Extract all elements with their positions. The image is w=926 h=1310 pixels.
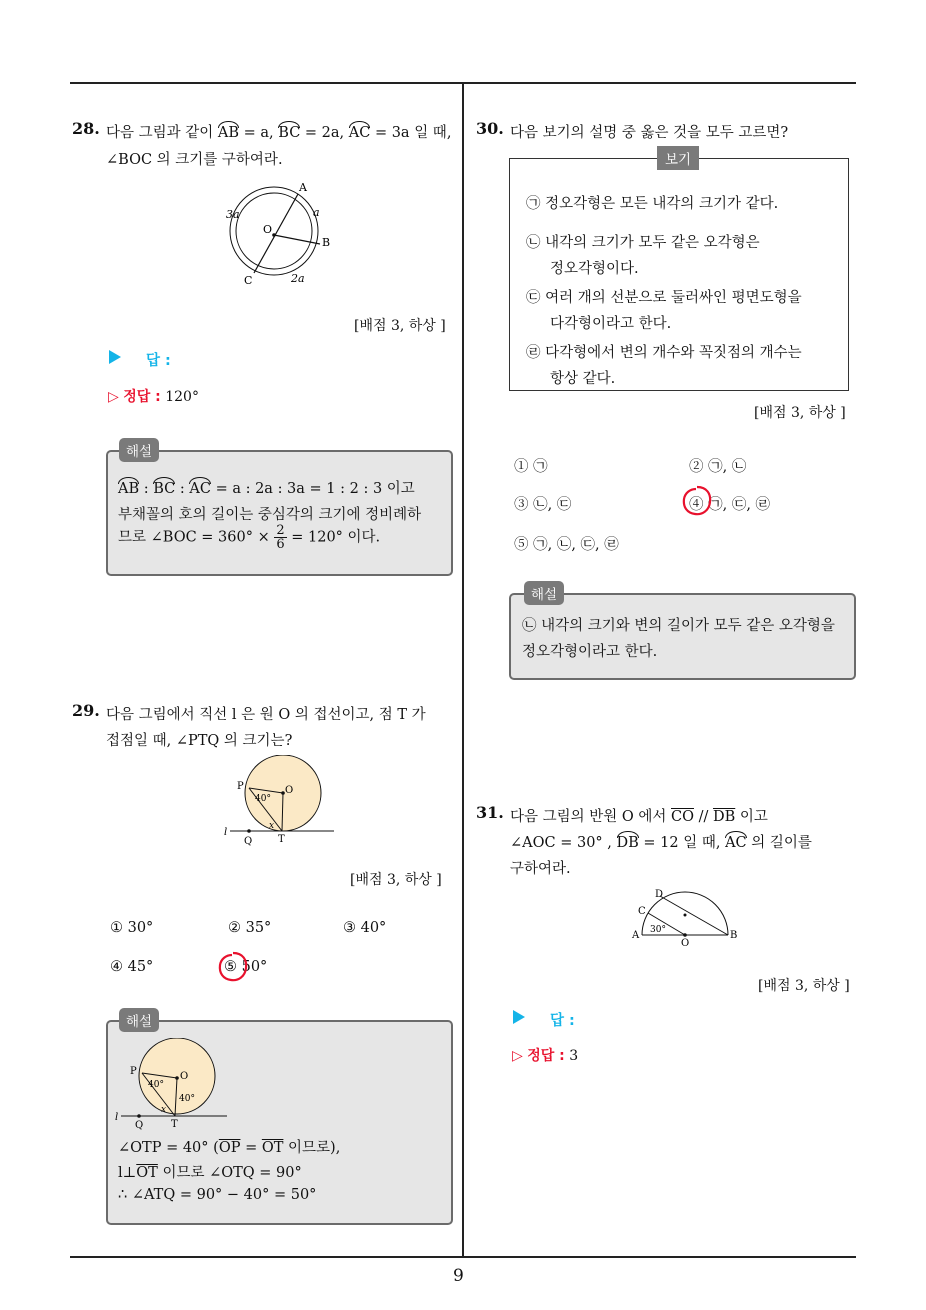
q28-answer-label: 답 :: [146, 353, 171, 369]
q28-exp-line2: 부채꼴의 호의 길이는 중심각의 크기에 정비례하: [118, 507, 422, 523]
q30-explanation-box: [509, 593, 856, 680]
q28-exp-line1: AB : BC : AC = a : 2a : 3a = 1 : 2 : 3 이고: [118, 477, 415, 498]
q29-number: 29.: [72, 701, 100, 720]
q29-exp-circle: [139, 1038, 215, 1114]
q30-line1: 다음 보기의 설명 중 옳은 것을 모두 고르면?: [510, 125, 789, 141]
q28-label-arc-a: a: [313, 206, 320, 219]
q28-label-arc-3a: 3a: [226, 208, 240, 221]
q31-line1: 다음 그림의 반원 O 에서 $\overline{CO} // \overline{DB}$ 이고: [510, 809, 768, 825]
q28-label-c: C: [244, 274, 253, 287]
q29-line1: 다음 그림에서 직선 l 은 원 O 의 접선이고, 점 T 가: [106, 707, 426, 723]
q30-explanation-tag: 해설: [524, 581, 564, 605]
q30-bogi-tag: 보기: [657, 146, 699, 170]
q31-line2: ∠AOC = 30° , DB = 12 일 때, AC 의 길이를: [510, 831, 812, 852]
q30-bogi-item-4: ㉣ 다각형에서 변의 개수와 꼭짓점의 개수는: [526, 345, 802, 361]
q30-choice-1[interactable]: ① ㉠: [514, 459, 548, 475]
q30-exp-line1: ㉡ 내각의 크기와 변의 길이가 모두 같은 오각형을: [522, 618, 835, 634]
q29-exp-line1: ∠OTP = 40° ($\overline{OP} = \overline{OT}$ 이므로),: [118, 1140, 341, 1156]
q28-line2: ∠BOC 의 크기를 구하여라.: [106, 152, 283, 168]
q31-correct-triangle-icon: ▷: [512, 1048, 523, 1064]
q30-number: 30.: [476, 119, 504, 138]
q28-center-dot: [272, 233, 276, 237]
q31-correct-answer: ▷ 정답 : 3: [512, 1048, 579, 1064]
q31-line3: 구하여라.: [510, 861, 571, 877]
q28-circle-figure: [222, 180, 337, 290]
q31-label-a: A: [632, 930, 640, 941]
q29-choice-1[interactable]: ① 30°: [110, 920, 154, 936]
q28-arc-bc: BC: [278, 122, 300, 141]
q28-meta: [배점 3, 하상 ]: [354, 318, 446, 334]
q28-label-arc-2a: 2a: [291, 272, 305, 285]
q31-segment-db: [660, 896, 728, 935]
column-divider: [462, 84, 464, 1258]
q30-choice-3[interactable]: ③ ㉡, ㉢: [514, 497, 572, 513]
q29-choice-4[interactable]: ④ 45°: [110, 959, 154, 975]
q28-diameter-ac: [254, 194, 298, 273]
q28-radius-ob: [274, 235, 320, 244]
q29-exp-label-p: P: [130, 1066, 137, 1077]
q29-label-angle: 40°: [255, 794, 271, 804]
q29-explanation-figure: [113, 1038, 233, 1130]
q29-label-l: l: [224, 827, 228, 838]
q29-label-x: x: [269, 821, 275, 831]
q28-correct-answer: ▷ 정답 : 120°: [108, 389, 199, 405]
q29-exp-line2: $l\perp\overline{OT}$ 이므로 ∠OTQ = 90°: [118, 1165, 302, 1181]
q28-label-a: A: [299, 181, 307, 194]
q29-q-dot: [247, 829, 251, 833]
q30-bogi-item-3: ㉢ 여러 개의 선분으로 둘러싸인 평면도형을: [526, 290, 802, 306]
q28-exp-line3: 므로 ∠BOC = 360° × $\frac{2}{6}$ = 120° 이다.: [118, 523, 381, 552]
q30-bogi-item-2-cont: 정오각형이다.: [550, 261, 639, 277]
q28-explanation-tag: 해설: [119, 438, 159, 462]
q29-exp-center-dot: [175, 1076, 179, 1080]
q29-exp-line3: ∴ ∠ATQ = 90° − 40° = 50°: [118, 1187, 317, 1203]
q28-arc-ab: AB: [218, 122, 239, 141]
bottom-rule: [70, 1256, 856, 1258]
q29-label-p: P: [237, 781, 244, 792]
q31-meta: [배점 3, 하상 ]: [758, 978, 850, 994]
q29-exp-label-l: l: [115, 1112, 119, 1123]
q30-bogi-item-1: ㉠ 정오각형은 모든 내각의 크기가 같다.: [526, 196, 779, 212]
q28-label-b: B: [322, 236, 331, 249]
q29-choice-5[interactable]: ⑤ 50°: [224, 959, 268, 975]
q28-label-o: O: [263, 223, 273, 236]
q29-label-q: Q: [244, 836, 253, 847]
q29-meta: [배점 3, 하상 ]: [350, 872, 442, 888]
q31-answer-label: 답 :: [550, 1013, 575, 1029]
q28-outer-circle: [230, 187, 318, 275]
q29-selected-circle-icon: [216, 950, 250, 984]
q29-label-t: T: [278, 834, 285, 845]
q28-fraction: $\frac{2}{6}$: [276, 523, 285, 552]
q30-choice-2[interactable]: ② ㉠, ㉡: [689, 459, 747, 475]
q29-choice-2[interactable]: ② 35°: [228, 920, 272, 936]
q31-mark-dot: [684, 914, 687, 917]
q28-line1: 다음 그림과 같이 AB = a, BC = 2a, AC = 3a 일 때,: [106, 121, 451, 142]
q28-answer-triangle-icon: [109, 350, 121, 364]
q30-exp-line2: 정오각형이라고 한다.: [522, 644, 658, 660]
q31-number: 31.: [476, 803, 504, 822]
q29-exp-q-dot: [137, 1114, 141, 1118]
q31-center-dot: [683, 933, 687, 937]
q30-choice-5[interactable]: ⑤ ㉠, ㉡, ㉢, ㉣: [514, 537, 619, 553]
q29-choice-3[interactable]: ③ 40°: [343, 920, 387, 936]
q29-exp-label-q: Q: [135, 1120, 144, 1130]
q29-exp-label-a1: 40°: [148, 1080, 164, 1090]
q29-exp-label-o: O: [180, 1071, 189, 1082]
q31-label-angle: 30°: [650, 925, 666, 935]
q30-choice-4[interactable]: ④ ㉠, ㉢, ㉣: [689, 497, 771, 513]
q31-label-d: D: [655, 889, 664, 900]
q31-semicircle-figure: [628, 882, 740, 952]
q28-number: 28.: [72, 119, 100, 138]
q29-label-o: O: [285, 785, 294, 796]
q30-meta: [배점 3, 하상 ]: [754, 405, 846, 421]
q28-inner-circle: [236, 193, 312, 269]
q29-tangent-figure: [222, 755, 340, 850]
q31-label-b: B: [730, 930, 738, 941]
q29-exp-label-a2: 40°: [179, 1094, 195, 1104]
q31-label-o: O: [681, 938, 690, 949]
q29-exp-label-x: x: [161, 1105, 167, 1115]
q30-bogi-item-4-cont: 항상 같다.: [550, 371, 616, 387]
q29-line2: 접점일 때, ∠PTQ 의 크기는?: [106, 733, 293, 749]
q31-label-c: C: [638, 906, 646, 917]
q30-bogi-item-3-cont: 다각형이라고 한다.: [550, 316, 672, 332]
q30-selected-circle-icon: [680, 484, 714, 518]
q29-exp-label-t: T: [171, 1119, 178, 1130]
q28-arc-ac: AC: [349, 122, 371, 141]
q28-correct-triangle-icon: ▷: [108, 389, 119, 405]
q29-explanation-tag: 해설: [119, 1008, 159, 1032]
page-number: 9: [453, 1266, 464, 1286]
q30-bogi-item-2: ㉡ 내각의 크기가 모두 같은 오각형은: [526, 235, 760, 251]
q31-answer-triangle-icon: [513, 1010, 525, 1024]
